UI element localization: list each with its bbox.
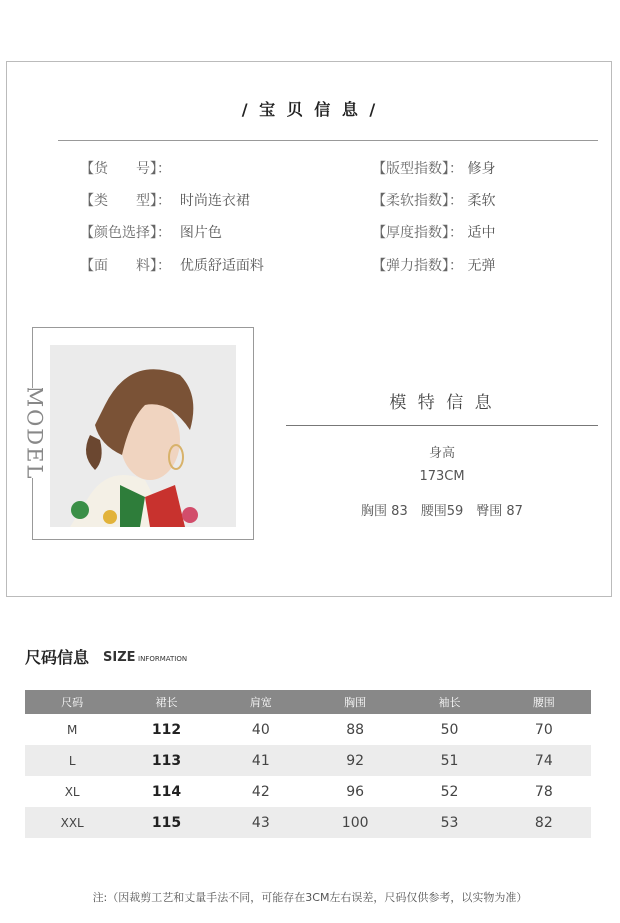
table-cell: 70 <box>534 721 553 738</box>
table-row <box>25 745 591 776</box>
table-cell: 115 <box>119 807 213 838</box>
divider <box>58 140 598 141</box>
table-cell: 112 <box>151 721 182 738</box>
section-title: / 宝 贝 信 息 / <box>241 100 379 119</box>
table-cell: 78 <box>534 783 553 800</box>
table-row <box>25 714 591 745</box>
size-subheading: SIZE <box>103 650 136 665</box>
model-info-title: 模 特 信 息 <box>389 393 495 413</box>
table-cell: 96 <box>346 783 365 800</box>
table-cell: 41 <box>214 745 308 776</box>
size-heading: 尺码信息 <box>25 648 90 667</box>
spec-index-thickness <box>372 222 495 242</box>
index-value: 修身 <box>467 161 496 177</box>
index-value: 柔软 <box>467 193 496 209</box>
spec-label: 【面 料】： <box>80 258 171 274</box>
table-row <box>25 807 591 838</box>
model-measurements: 胸围 83 腰围59 臀围 87 <box>361 504 523 519</box>
table-cell: 52 <box>440 783 459 800</box>
table-cell: 43 <box>214 807 308 838</box>
spec-index-fit <box>372 158 495 178</box>
table-cell: 92 <box>308 745 402 776</box>
model-height-label: 身高 <box>428 446 455 461</box>
spec-item-color <box>80 222 222 242</box>
index-label: 【厚度指数】： <box>372 225 463 241</box>
spec-value: 时尚连衣裙 <box>179 193 250 209</box>
size-subheading-small: INFORMATION <box>138 655 188 663</box>
table-cell: 51 <box>402 745 496 776</box>
index-label: 【版型指数】： <box>372 161 463 177</box>
index-label: 【弹力指数】： <box>372 258 463 274</box>
svg-text:MODEL: MODEL <box>22 388 47 478</box>
table-cell: 53 <box>402 807 496 838</box>
spec-item-fabric <box>80 255 264 275</box>
size-note: 注:（因裁剪工艺和丈量手法不同，可能存在3CM左右误差，尺码仅供参考，以实物为准） <box>92 891 528 904</box>
table-cell: 74 <box>497 745 591 776</box>
spec-label: 【颜色选择】： <box>80 225 171 241</box>
spec-item-type <box>80 190 250 210</box>
table-row <box>25 776 591 807</box>
column-header: 尺码 <box>25 690 119 714</box>
size-table <box>25 690 591 838</box>
spec-label: 【货 号】： <box>80 161 171 177</box>
column-header: 胸围 <box>308 690 402 714</box>
column-header: 腰围 <box>497 690 591 714</box>
spec-value: 优质舒适面料 <box>179 258 264 274</box>
index-label: 【柔软指数】： <box>372 193 463 209</box>
model-height-value: 173CM <box>419 469 465 484</box>
column-header: 肩宽 <box>214 690 308 714</box>
table-cell: 82 <box>497 807 591 838</box>
table-cell: 42 <box>251 783 270 800</box>
model-side-word <box>18 388 48 478</box>
index-value: 无弹 <box>467 258 496 274</box>
table-cell: 88 <box>346 721 365 738</box>
table-cell: M <box>66 722 78 737</box>
table-cell: 40 <box>251 721 270 738</box>
spec-label: 【类 型】： <box>80 193 171 209</box>
table-cell: 113 <box>119 745 213 776</box>
table-cell: L <box>25 745 119 776</box>
table-cell: XXL <box>25 807 119 838</box>
spec-index-softness <box>372 190 495 210</box>
column-header: 袖长 <box>402 690 496 714</box>
table-cell: 100 <box>308 807 402 838</box>
divider <box>286 425 598 426</box>
table-header-row <box>25 690 591 714</box>
model-photo <box>50 345 236 527</box>
table-cell: XL <box>64 784 80 799</box>
spec-value: 图片色 <box>179 225 222 241</box>
table-cell: 114 <box>151 783 182 800</box>
column-header: 裙长 <box>119 690 213 714</box>
table-cell: 50 <box>440 721 459 738</box>
index-value: 适中 <box>467 225 496 241</box>
spec-item-code <box>80 158 171 178</box>
spec-index-elasticity <box>372 255 495 275</box>
